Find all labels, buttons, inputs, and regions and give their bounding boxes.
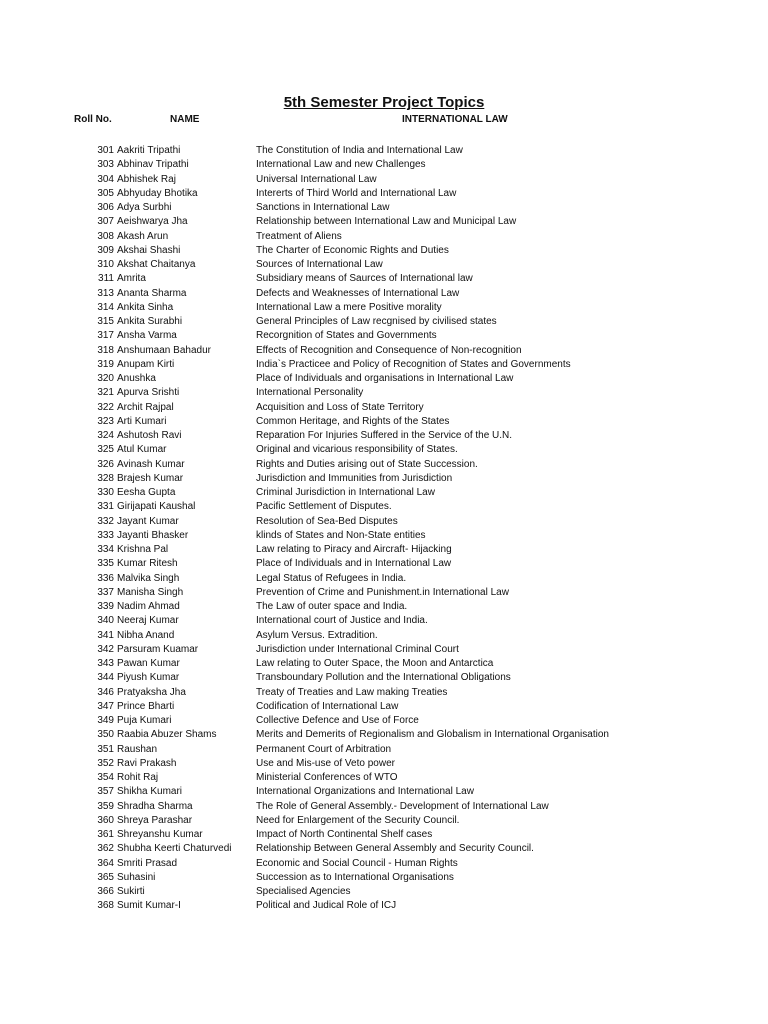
- table-row: [0, 486, 768, 500]
- roll-number: 323: [97, 415, 114, 427]
- project-topic: Jurisdiction under International Criminal Court: [256, 643, 459, 655]
- roll-number: 317: [97, 330, 114, 342]
- table-row: [0, 287, 768, 301]
- table-row: [0, 443, 768, 457]
- roll-number: 314: [97, 301, 114, 313]
- student-name: Shikha Kumari: [117, 786, 183, 798]
- roll-number: 346: [97, 686, 114, 698]
- table-row: [0, 515, 768, 529]
- table-row: [0, 828, 768, 842]
- roll-number: 333: [97, 529, 114, 541]
- project-topic: Merits and Demerits of Regionalism and Globalism in International Organisation: [256, 729, 609, 741]
- project-topic: Sanctions in International Law: [256, 202, 390, 213]
- project-topic: Relationship between International Law and Municipal Law: [256, 216, 517, 228]
- roll-number: 304: [97, 173, 114, 185]
- roll-number: 343: [97, 658, 114, 669]
- table-row: [0, 543, 768, 557]
- name-header: NAME: [170, 114, 200, 125]
- roll-number: 308: [97, 230, 114, 242]
- project-topic: Original and vicarious responsibility of States.: [256, 444, 458, 456]
- student-name: Avinash Kumar: [117, 458, 185, 470]
- roll-number: 341: [97, 629, 114, 641]
- project-topic: Prevention of Crime and Punishment.in International Law: [256, 586, 509, 598]
- project-topic: The Charter of Economic Rights and Duties: [256, 244, 449, 256]
- project-topic: The Role of General Assembly.- Development of International Law: [256, 800, 549, 812]
- roll-number: 324: [97, 430, 114, 441]
- student-name: Krishna Pal: [117, 544, 169, 555]
- project-topic: Treatment of Aliens: [256, 230, 342, 242]
- student-name: Girijapati Kaushal: [117, 501, 196, 513]
- student-name: Malvika Singh: [117, 572, 180, 584]
- roll-number: 319: [97, 358, 114, 370]
- table-row: [0, 671, 768, 685]
- project-topic: The Constitution of India and International Law: [256, 145, 463, 156]
- student-name: Akshai Shashi: [117, 244, 181, 256]
- project-topic: Acquisition and Loss of State Territory: [256, 401, 424, 413]
- roll-number: 336: [97, 572, 114, 584]
- roll-number: 366: [97, 886, 114, 897]
- student-name: Pratyaksha Jha: [117, 686, 186, 698]
- student-name: Ansha Varma: [117, 330, 177, 342]
- project-topic: Law relating to Piracy and Aircraft- Hijacking: [256, 544, 452, 555]
- student-name: Jayant Kumar: [117, 515, 179, 527]
- roll-number: 368: [97, 900, 114, 912]
- roll-number: 344: [97, 672, 114, 684]
- student-name: Akshat Chaitanya: [117, 259, 196, 270]
- table-row: [0, 372, 768, 386]
- table-row: [0, 272, 768, 286]
- roll-number: 342: [97, 643, 114, 655]
- roll-number: 315: [97, 316, 114, 327]
- table-row: [0, 201, 768, 215]
- roll-no-header: Roll No.: [74, 114, 112, 125]
- table-row: [0, 857, 768, 871]
- student-name: Anshumaan Bahadur: [117, 344, 211, 356]
- project-topic: Need for Enlargement of the Security Council.: [256, 814, 460, 826]
- roll-number: 339: [97, 601, 114, 612]
- project-topic: Codification of International Law: [256, 700, 399, 712]
- project-topic: International Law and new Challenges: [256, 159, 426, 171]
- roll-number: 340: [97, 615, 114, 627]
- project-topic: Transboundary Pollution and the International Obligations: [256, 672, 511, 684]
- table-row: [0, 215, 768, 229]
- student-name: Ashutosh Ravi: [117, 430, 182, 441]
- roll-number: 335: [97, 558, 114, 570]
- roll-number: 313: [97, 287, 114, 299]
- table-row: [0, 500, 768, 514]
- roll-number: 352: [97, 757, 114, 769]
- table-row: [0, 301, 768, 315]
- roll-number: 332: [97, 515, 114, 527]
- project-topic: Use and Mis-use of Veto power: [256, 757, 395, 769]
- table-row: [0, 614, 768, 628]
- roll-number: 334: [97, 544, 114, 555]
- project-topic: India`s Practicee and Policy of Recognition of States and Governments: [256, 358, 571, 370]
- project-topic: Reparation For Injuries Suffered in the Service of the U.N.: [256, 430, 513, 441]
- student-name: Anushka: [117, 373, 156, 384]
- table-row: [0, 686, 768, 700]
- student-name: Nibha Anand: [117, 629, 175, 641]
- table-row: [0, 714, 768, 728]
- project-topic: klinds of States and Non-State entities: [256, 529, 426, 541]
- project-topic: The Law of outer space and India.: [256, 601, 408, 612]
- project-topic: Succession as to International Organisations: [256, 871, 454, 883]
- student-name: Nadim Ahmad: [117, 601, 180, 612]
- roll-number: 309: [97, 244, 114, 256]
- project-topic: International court of Justice and India.: [256, 615, 428, 627]
- table-row: [0, 728, 768, 742]
- project-topic: Political and Judical Role of ICJ: [256, 900, 397, 912]
- student-name: Abhishek Raj: [117, 173, 176, 185]
- table-row: [0, 358, 768, 372]
- student-name: Archit Rajpal: [117, 401, 174, 413]
- table-row: [0, 144, 768, 158]
- project-topic: Rights and Duties arising out of State Succession.: [256, 458, 478, 470]
- roll-number: 362: [97, 843, 114, 855]
- roll-number: 360: [97, 814, 114, 826]
- table-row: [0, 244, 768, 258]
- table-row: [0, 842, 768, 856]
- table-row: [0, 386, 768, 400]
- topic-list: [0, 144, 768, 914]
- student-name: Akash Arun: [117, 230, 169, 242]
- student-name: Arti Kumari: [117, 415, 167, 427]
- roll-number: 305: [97, 187, 114, 199]
- student-name: Brajesh Kumar: [117, 472, 184, 484]
- roll-number: 361: [97, 829, 114, 840]
- table-row: [0, 458, 768, 472]
- project-topic: Recorgnition of States and Governments: [256, 330, 437, 342]
- project-topic: Treaty of Treaties and Law making Treaties: [256, 686, 448, 698]
- roll-number: 326: [97, 458, 114, 470]
- student-name: Raabia Abuzer Shams: [117, 729, 217, 741]
- project-topic: Specialised Agencies: [256, 886, 351, 897]
- table-row: [0, 344, 768, 358]
- roll-number: 310: [97, 259, 114, 270]
- project-topic: Legal Status of Refugees in India.: [256, 572, 407, 584]
- roll-number: 306: [97, 202, 114, 213]
- roll-number: 318: [97, 344, 114, 356]
- student-name: Suhasini: [117, 871, 156, 883]
- table-row: [0, 230, 768, 244]
- table-row: [0, 800, 768, 814]
- table-row: [0, 743, 768, 757]
- project-topic: Impact of North Continental Shelf cases: [256, 829, 433, 840]
- project-topic: Place of Individuals and in International Law: [256, 558, 452, 570]
- project-topic: Economic and Social Council - Human Rights: [256, 857, 458, 869]
- project-topic: Resolution of Sea-Bed Disputes: [256, 515, 398, 527]
- table-row: [0, 600, 768, 614]
- project-topic: Defects and Weaknesses of International Law: [256, 287, 460, 299]
- roll-number: 322: [97, 401, 114, 413]
- project-topic: International Personality: [256, 387, 364, 399]
- table-row: [0, 657, 768, 671]
- roll-number: 364: [97, 857, 114, 869]
- topic-header: INTERNATIONAL LAW: [402, 114, 508, 125]
- student-name: Sumit Kumar-I: [117, 900, 181, 912]
- table-row: [0, 472, 768, 486]
- page-title: 5th Semester Project Topics: [283, 94, 485, 111]
- student-name: Shubha Keerti Chaturvedi: [117, 843, 232, 855]
- project-topic: Relationship Between General Assembly and Security Council.: [256, 843, 534, 855]
- table-row: [0, 586, 768, 600]
- roll-number: 347: [97, 700, 114, 712]
- project-topic: Collective Defence and Use of Force: [256, 715, 419, 726]
- table-row: [0, 871, 768, 885]
- table-row: [0, 899, 768, 913]
- roll-number: 331: [97, 501, 114, 513]
- table-row: [0, 814, 768, 828]
- student-name: Abhyuday Bhotika: [117, 187, 198, 199]
- roll-number: 365: [97, 871, 114, 883]
- student-name: Ankita Surabhi: [117, 316, 183, 327]
- student-name: Apurva Srishti: [117, 387, 180, 399]
- student-name: Anupam Kirti: [117, 358, 175, 370]
- table-row: [0, 771, 768, 785]
- table-row: [0, 529, 768, 543]
- table-row: [0, 557, 768, 571]
- student-name: Neeraj Kumar: [117, 615, 179, 627]
- student-name: Adya Surbhi: [117, 202, 172, 213]
- project-topic: Law relating to Outer Space, the Moon and Antarctica: [256, 658, 494, 669]
- project-topic: Permanent Court of Arbitration: [256, 743, 392, 755]
- student-name: Atul Kumar: [117, 444, 167, 456]
- project-topic: Ministerial Conferences of WTO: [256, 772, 398, 783]
- student-name: Raushan: [117, 743, 158, 755]
- student-name: Pawan Kumar: [117, 658, 180, 669]
- student-name: Kumar Ritesh: [117, 558, 178, 570]
- project-topic: Jurisdiction and Immunities from Jurisdiction: [256, 472, 453, 484]
- table-row: [0, 572, 768, 586]
- table-row: [0, 629, 768, 643]
- student-name: Amrita: [117, 273, 146, 285]
- roll-number: 351: [97, 743, 114, 755]
- table-row: [0, 757, 768, 771]
- student-name: Jayanti Bhasker: [117, 529, 189, 541]
- table-row: [0, 429, 768, 443]
- roll-number: 311: [98, 273, 114, 285]
- project-topic: Place of Individuals and organisations in International Law: [256, 373, 514, 384]
- roll-number: 307: [97, 216, 114, 228]
- roll-number: 350: [97, 729, 114, 741]
- project-topic: Common Heritage, and Rights of the States: [256, 415, 450, 427]
- project-topic: Criminal Jurisdiction in International Law: [256, 487, 435, 498]
- student-name: Ravi Prakash: [117, 757, 177, 769]
- student-name: Ankita Sinha: [117, 301, 174, 313]
- student-name: Puja Kumari: [117, 715, 172, 726]
- student-name: Aeishwarya Jha: [117, 216, 188, 228]
- roll-number: 337: [97, 586, 114, 598]
- student-name: Sukirti: [117, 886, 145, 897]
- table-row: [0, 401, 768, 415]
- student-name: Shreyanshu Kumar: [117, 829, 203, 840]
- student-name: Shreya Parashar: [117, 814, 193, 826]
- table-row: [0, 700, 768, 714]
- student-name: Shradha Sharma: [117, 800, 193, 812]
- student-name: Smriti Prasad: [117, 857, 178, 869]
- roll-number: 320: [97, 373, 114, 384]
- project-topic: Universal International Law: [256, 173, 377, 185]
- table-row: [0, 173, 768, 187]
- student-name: Aakriti Tripathi: [117, 145, 181, 156]
- table-row: [0, 885, 768, 899]
- project-topic: Sources of International Law: [256, 259, 383, 270]
- table-row: [0, 415, 768, 429]
- table-row: [0, 158, 768, 172]
- student-name: Ananta Sharma: [117, 287, 187, 299]
- student-name: Rohit Raj: [117, 772, 159, 783]
- student-name: Piyush Kumar: [117, 672, 180, 684]
- roll-number: 330: [97, 487, 114, 498]
- project-topic: Asylum Versus. Extradition.: [256, 629, 378, 641]
- roll-number: 303: [97, 159, 114, 171]
- table-row: [0, 643, 768, 657]
- student-name: Eesha Gupta: [117, 487, 176, 498]
- project-topic: Subsidiary means of Saurces of International law: [256, 273, 473, 285]
- table-row: [0, 329, 768, 343]
- project-topic: Intererts of Third World and International Law: [256, 187, 457, 199]
- project-topic: General Principles of Law recgnised by civilised states: [256, 316, 497, 327]
- table-row: [0, 258, 768, 272]
- roll-number: 359: [97, 800, 114, 812]
- roll-number: 357: [97, 786, 114, 798]
- project-topic: International Organizations and International Law: [256, 786, 474, 798]
- project-topic: Pacific Settlement of Disputes.: [256, 501, 392, 513]
- roll-number: 349: [97, 715, 114, 726]
- table-row: [0, 187, 768, 201]
- roll-number: 321: [97, 387, 114, 399]
- roll-number: 354: [97, 772, 114, 783]
- roll-number: 301: [97, 145, 114, 156]
- project-topic: Effects of Recognition and Consequence of Non-recognition: [256, 344, 522, 356]
- roll-number: 328: [97, 472, 114, 484]
- project-topic: International Law a mere Positive morality: [256, 301, 442, 313]
- student-name: Prince Bharti: [117, 700, 175, 712]
- table-row: [0, 315, 768, 329]
- student-name: Manisha Singh: [117, 586, 184, 598]
- student-name: Abhinav Tripathi: [117, 159, 189, 171]
- student-name: Parsuram Kuamar: [117, 643, 199, 655]
- roll-number: 325: [97, 444, 114, 456]
- table-row: [0, 785, 768, 799]
